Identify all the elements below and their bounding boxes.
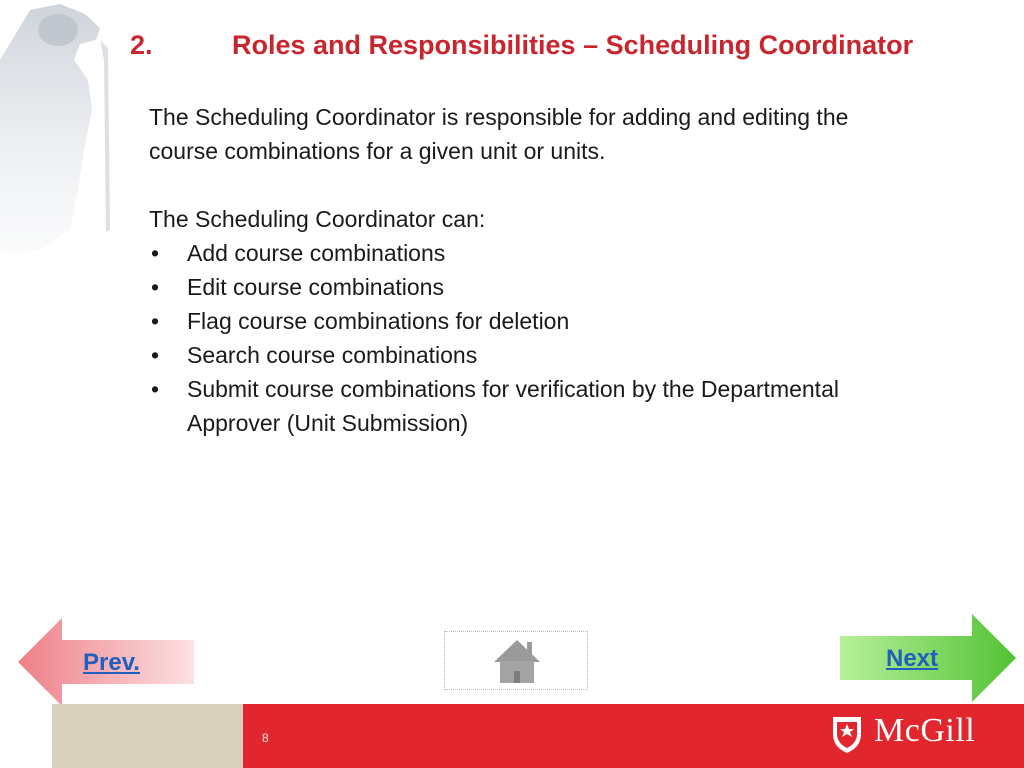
page-number: 8 [262,731,269,745]
bullet: • [151,274,160,300]
section-number: 2. [130,30,153,60]
footer-left-panel [52,704,243,768]
home-button[interactable] [444,631,588,690]
list-item-text: Add course combinations [187,240,446,266]
can-heading: The Scheduling Coordinator can: [149,206,486,232]
mcgill-crest-icon [830,714,864,754]
list-item-text: Flag course combinations for deletion [187,308,570,334]
bullet: • [151,376,160,402]
next-button[interactable]: Next [886,645,939,672]
list-item [149,372,959,406]
bullet: • [151,308,160,334]
list-item-text: Approver (Unit Submission) [187,410,469,436]
list-item [149,338,959,372]
list-item [149,236,959,270]
list-item [149,304,959,338]
mcgill-logo-text: McGill [874,712,976,749]
slide-title-row [0,30,1024,66]
bullet: • [151,240,160,266]
spacer [149,168,959,202]
list-item-text: Search course combinations [187,342,478,368]
list-item-text: Edit course combinations [187,274,444,300]
intro-line-2: course combinations for a given unit or units. [149,138,606,164]
slide-body [149,100,959,440]
list-item-continuation [149,406,959,440]
responsibility-list [149,236,959,440]
intro-line-1: The Scheduling Coordinator is responsible for adding and editing the [149,104,849,130]
slide-title: Roles and Responsibilities – Scheduling Coordinator [232,30,914,60]
home-icon [493,638,541,684]
bullet: • [151,342,160,368]
list-item-text: Submit course combinations for verification by the Departmental [187,376,839,402]
prev-button[interactable]: Prev. [83,649,140,676]
list-item [149,270,959,304]
